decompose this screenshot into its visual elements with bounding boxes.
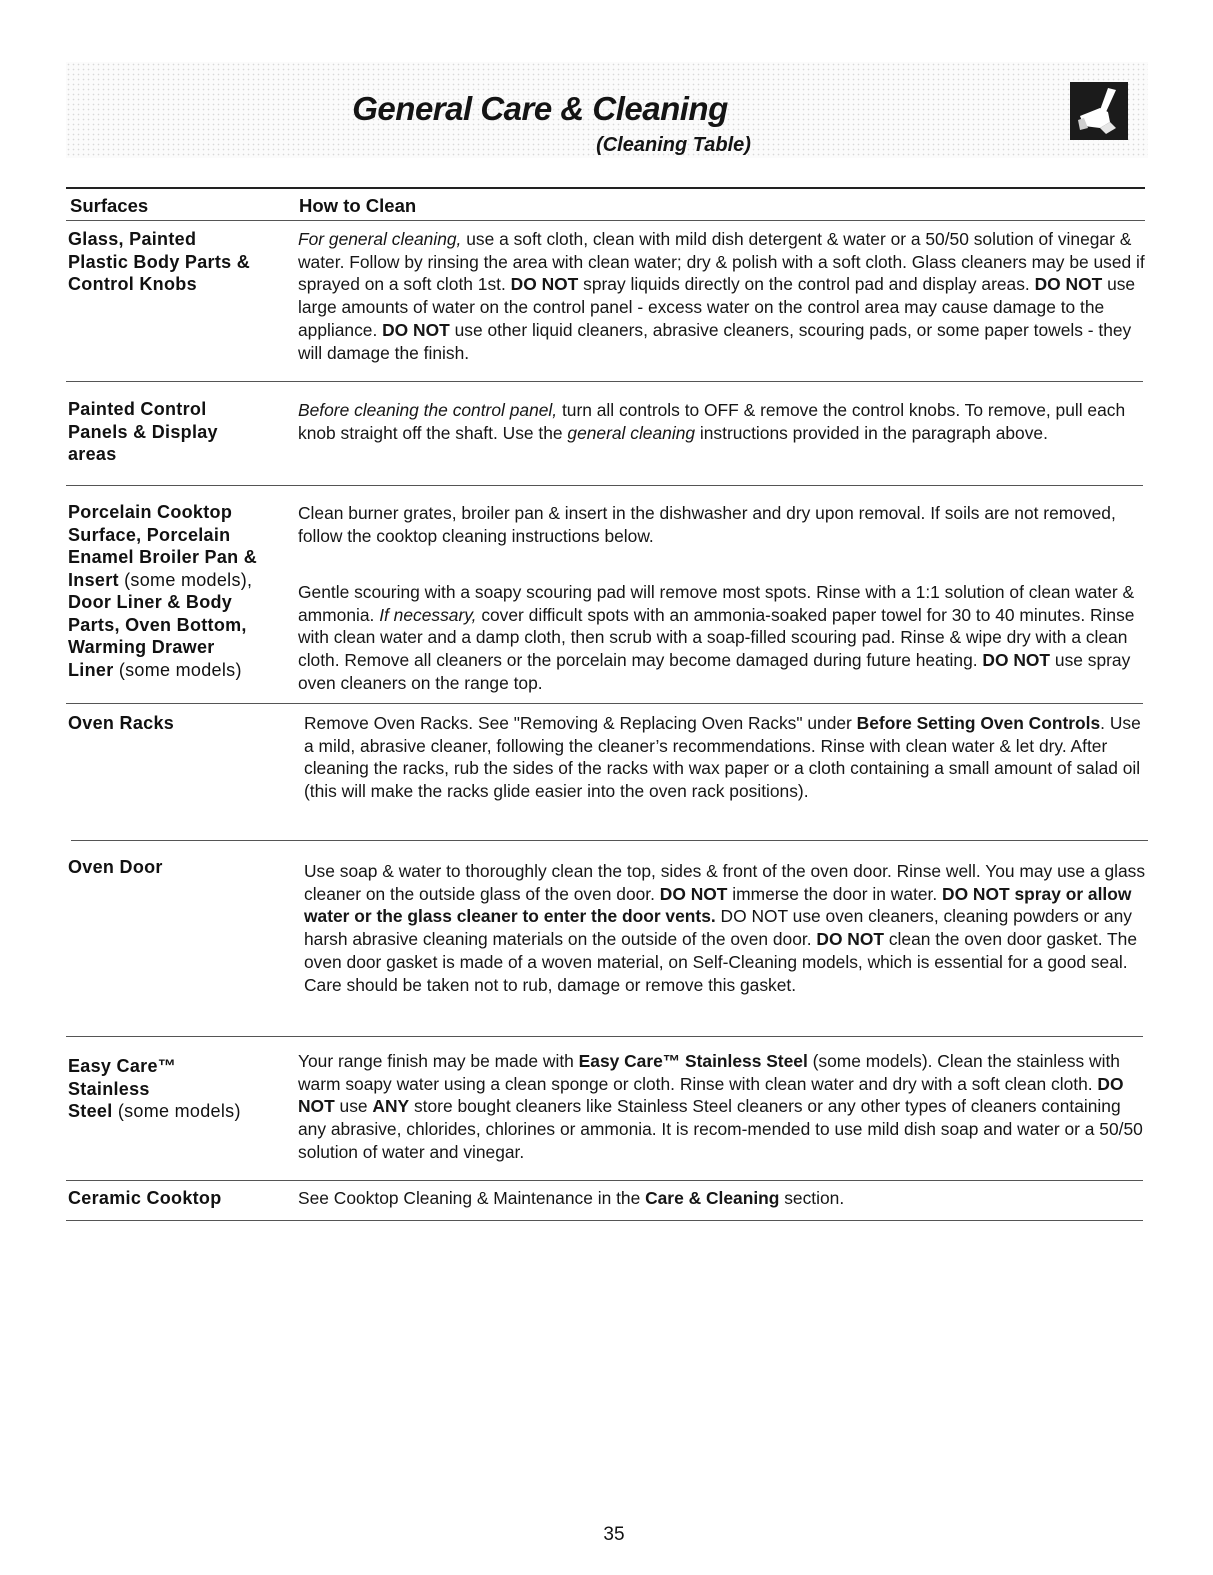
clean-text: DO NOT use oven cleaners, cleaning powders or any harsh abrasive cleaning materials on the outside of the oven door. [304, 906, 1132, 950]
surface-line: Stainless [68, 1078, 150, 1099]
clean-text: turn all controls to OFF & remove the control knobs. To remove, pull each knob straight off the shaft. Use the [298, 400, 1126, 443]
surface-line: Glass, Painted [68, 229, 197, 249]
clean-text: Your range finish may be made with [298, 1051, 579, 1071]
column-header-surfaces: Surfaces [70, 195, 149, 216]
surface-line: Control Knobs [68, 274, 197, 294]
table-bottom-rule [66, 1220, 1143, 1221]
clean-warning: DO NOT [982, 650, 1051, 671]
page-title: General Care & Cleaning [352, 90, 728, 127]
clean-easy-care [298, 1050, 1143, 1164]
clean-warning: ANY [372, 1096, 410, 1117]
clean-warning: DO NOT [510, 274, 579, 295]
clean-warning: DO NOT [816, 929, 885, 950]
surface-oven-door [68, 856, 283, 879]
row-divider [66, 485, 1143, 486]
surface-painted-control [68, 398, 283, 466]
clean-emphasis: Easy Care™ Stainless Steel [578, 1051, 808, 1071]
clean-text: instructions provided in the paragraph above. [695, 422, 1048, 443]
surface-line: Oven Door [68, 857, 163, 877]
surface-oven-racks [68, 712, 283, 735]
surface-note: (some models) [113, 659, 242, 680]
clean-oven-door [304, 860, 1146, 996]
clean-porcelain-2 [298, 581, 1148, 695]
clean-warning: DO NOT spray or allow water or the glass cleaner to enter the door vents. [304, 883, 1132, 927]
surface-line: Warming Drawer [68, 637, 215, 657]
clean-text: store bought cleaners like Stainless Steel cleaners or any other types of cleaners containing any abrasive, chlorides, chlorines or ammonia. It is recom-mended to use mild dish soap and water or a 50/50 solution of water and vinegar. [298, 1096, 1143, 1162]
clean-warning: DO NOT [1034, 274, 1103, 295]
clean-text: section. [779, 1188, 845, 1208]
page-subtitle: (Cleaning Table) [596, 134, 751, 156]
column-header-how-to-clean: How to Clean [299, 195, 417, 216]
clean-oven-racks [304, 712, 1142, 803]
clean-text: use [334, 1096, 373, 1117]
clean-porcelain-1 [298, 502, 1148, 547]
clean-text: (some models). Clean the stainless with warm soapy water using a clean sponge or cloth. Rinse with clean water and dry with a soft clean cloth. [298, 1051, 1120, 1094]
row-divider [66, 703, 1143, 704]
clean-ceramic-cooktop [298, 1187, 1148, 1210]
clean-text: Gentle scouring with a soapy scouring pad will remove most spots. Rinse with a 1:1 solution of clean water & ammonia. [298, 582, 1135, 625]
surface-line: Parts, Oven Bottom, [68, 614, 247, 635]
clean-warning: DO NOT [382, 319, 450, 340]
clean-warning: DO NOT [659, 883, 728, 904]
clean-painted-control [298, 399, 1148, 444]
clean-text: If necessary, [379, 604, 477, 625]
surface-porcelain [68, 501, 283, 681]
surface-line: Enamel Broiler Pan & [68, 547, 258, 567]
surface-line: Liner [68, 659, 114, 680]
clean-glass-painted [298, 228, 1148, 364]
clean-text: Clean burner grates, broiler pan & insert in the dishwasher and dry upon removal. If soils are not removed, follow the cooktop cleaning instructions below. [298, 503, 1116, 546]
clean-text: . Use a mild, abrasive cleaner, following the cleaner’s recommendations. Rinse with clean water & let dry. After cleaning the racks, rub the sides of the racks with wax paper or a cloth containing a small amount of salad oil (this will make the racks glide easier into the oven rack positions). [304, 713, 1141, 802]
surface-line: Easy Care™ [68, 1056, 177, 1076]
surface-line: Oven Racks [68, 713, 175, 733]
surface-line: Door Liner & Body [68, 592, 233, 612]
surface-line: Painted Control [68, 399, 207, 419]
cleaning-hand-icon [1070, 82, 1128, 140]
header-banner [66, 62, 1148, 158]
clean-warning: DO NOT [298, 1073, 1124, 1117]
clean-text: See Cooktop Cleaning & Maintenance in the [298, 1188, 646, 1208]
clean-text: Before cleaning the control panel, [298, 400, 558, 420]
surface-glass-painted [68, 228, 283, 296]
row-divider [66, 1036, 1143, 1037]
clean-text: Use soap & water to thoroughly clean the top, sides & front of the oven door. Rinse well. You may use a glass cleaner on the outside glass of the oven door. [304, 861, 1146, 904]
clean-text: general cleaning [567, 422, 696, 443]
row-divider [71, 840, 1148, 841]
surface-line: Steel [68, 1101, 113, 1121]
page-number: 35 [603, 1524, 625, 1545]
clean-text: spray liquids directly on the control pad and display areas. [578, 274, 1035, 295]
clean-emphasis: Before Setting Oven Controls [856, 713, 1101, 733]
row-divider [66, 381, 1143, 382]
header-rule [66, 220, 1145, 221]
clean-text: Remove Oven Racks. See "Removing & Replacing Oven Racks" under [304, 713, 857, 733]
surface-line: Porcelain Cooktop [68, 502, 233, 522]
clean-text: cover difficult spots with an ammonia-soaked paper towel for 30 to 40 minutes. Rinse with clean water and a damp cloth, then scrub with a soap-filled scouring pad. Rinse & wipe dry with a clean cloth. Remove all cleaners or the porcelain may become damaged during future heating. [298, 604, 1135, 671]
clean-text: use other liquid cleaners, abrasive cleaners, scouring pads, or some paper towels - they will damage the finish. [298, 319, 1132, 363]
surface-ceramic-cooktop [68, 1187, 283, 1210]
surface-line: Insert [68, 569, 119, 590]
surface-line: areas [68, 444, 117, 464]
surface-line: Surface, Porcelain [68, 524, 231, 545]
clean-text: use a soft cloth, clean with mild dish detergent & water or a 50/50 solution of vinegar & water. Follow by rinsing the area with clean water; dry & polish with a soft cloth. Glass cleaners may be used if sprayed on a soft cloth 1st. [298, 229, 1145, 295]
clean-emphasis: Care & Cleaning [645, 1188, 780, 1208]
clean-text: For general cleaning, [298, 229, 462, 249]
surface-note: (some models), [118, 569, 253, 590]
table-top-rule [66, 187, 1145, 189]
clean-text: use spray oven cleaners on the range top. [298, 650, 1131, 693]
surface-line: Plastic Body Parts & [68, 251, 251, 272]
surface-line: Ceramic Cooktop [68, 1188, 222, 1208]
row-divider [66, 1180, 1143, 1181]
clean-text: use large amounts of water on the control panel - excess water on the control area may cause damage to the appliance. [298, 274, 1136, 340]
surface-easy-care [68, 1055, 283, 1123]
clean-text: clean the oven door gasket. The oven door gasket is made of a woven material, on Self-Cleaning models, which is essential for a good seal. Care should be taken not to rub, damage or remove this gasket. [304, 929, 1138, 995]
surface-note: (some models) [112, 1101, 241, 1121]
surface-line: Panels & Display [68, 421, 218, 442]
clean-text: immerse the door in water. [727, 883, 943, 904]
